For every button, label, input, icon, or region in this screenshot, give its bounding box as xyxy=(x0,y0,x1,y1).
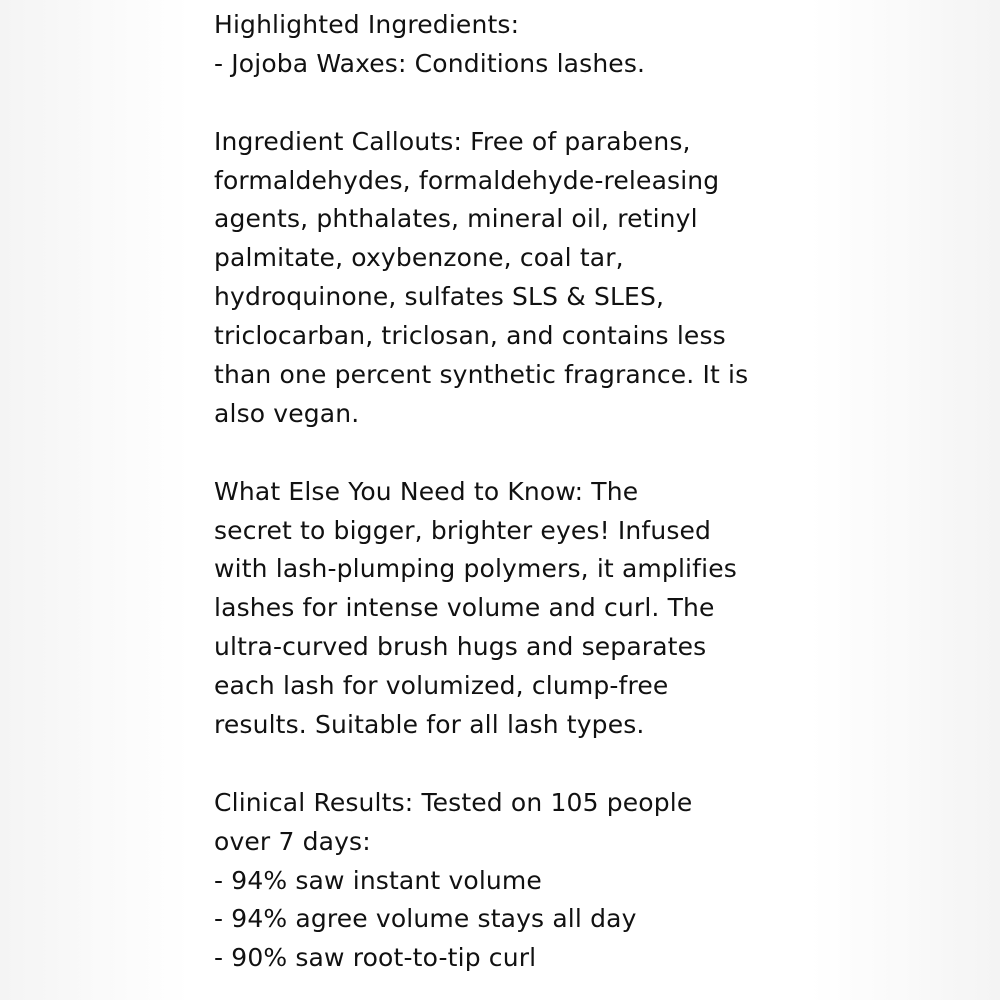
ingredient-callouts-label: Ingredient Callouts: xyxy=(214,126,463,156)
ingredient-callouts-text: triclocarban, triclosan, and contains less xyxy=(214,321,726,351)
ingredient-callouts-first-line xyxy=(214,123,814,162)
section-spacer xyxy=(214,84,814,123)
know-label: What Else You Need to Know: xyxy=(214,476,584,506)
highlighted-ingredient-item: - Jojoba Waxes: Conditions lashes. xyxy=(214,48,646,78)
clinical-result-item: - 90% saw root-to-tip curl xyxy=(214,943,537,973)
know-text: secret to bigger, brighter eyes! Infused xyxy=(214,515,712,545)
ingredient-callouts-text: than one percent synthetic fragrance. It is xyxy=(214,360,749,390)
clinical-results-label: Clinical Results: xyxy=(214,787,414,817)
know-first-line xyxy=(214,473,814,512)
clinical-results-text: Tested on 105 people xyxy=(413,787,693,817)
section-spacer xyxy=(214,745,814,784)
ingredient-callouts-text: also vegan. xyxy=(214,398,360,428)
highlighted-ingredients-heading: Highlighted Ingredients: xyxy=(214,10,520,39)
know-text: results. Suitable for all lash types. xyxy=(214,710,645,740)
clinical-result-item: - 94% agree volume stays all day xyxy=(214,904,637,934)
know-text: The xyxy=(583,476,639,506)
know-text: lashes for intense volume and curl. The xyxy=(214,593,715,623)
clinical-results-text: over 7 days: xyxy=(214,826,371,856)
product-details-text xyxy=(214,6,814,978)
know-text: each lash for volumized, clump-free xyxy=(214,671,669,701)
ingredient-callouts-text: hydroquinone, sulfates SLS & SLES, xyxy=(214,282,665,312)
clinical-first-line xyxy=(214,784,814,823)
section-spacer xyxy=(214,434,814,473)
ingredient-callouts-text: agents, phthalates, mineral oil, retinyl xyxy=(214,204,698,234)
ingredient-callouts-text: formaldehydes, formaldehyde-releasing xyxy=(214,165,720,195)
clinical-result-item: - 94% saw instant volume xyxy=(214,865,542,895)
ingredient-callouts-text: palmitate, oxybenzone, coal tar, xyxy=(214,243,624,273)
ingredient-callouts-text: Free of parabens, xyxy=(462,126,691,156)
know-text: with lash-plumping polymers, it amplifies xyxy=(214,554,737,584)
know-text: ultra-curved brush hugs and separates xyxy=(214,632,707,662)
